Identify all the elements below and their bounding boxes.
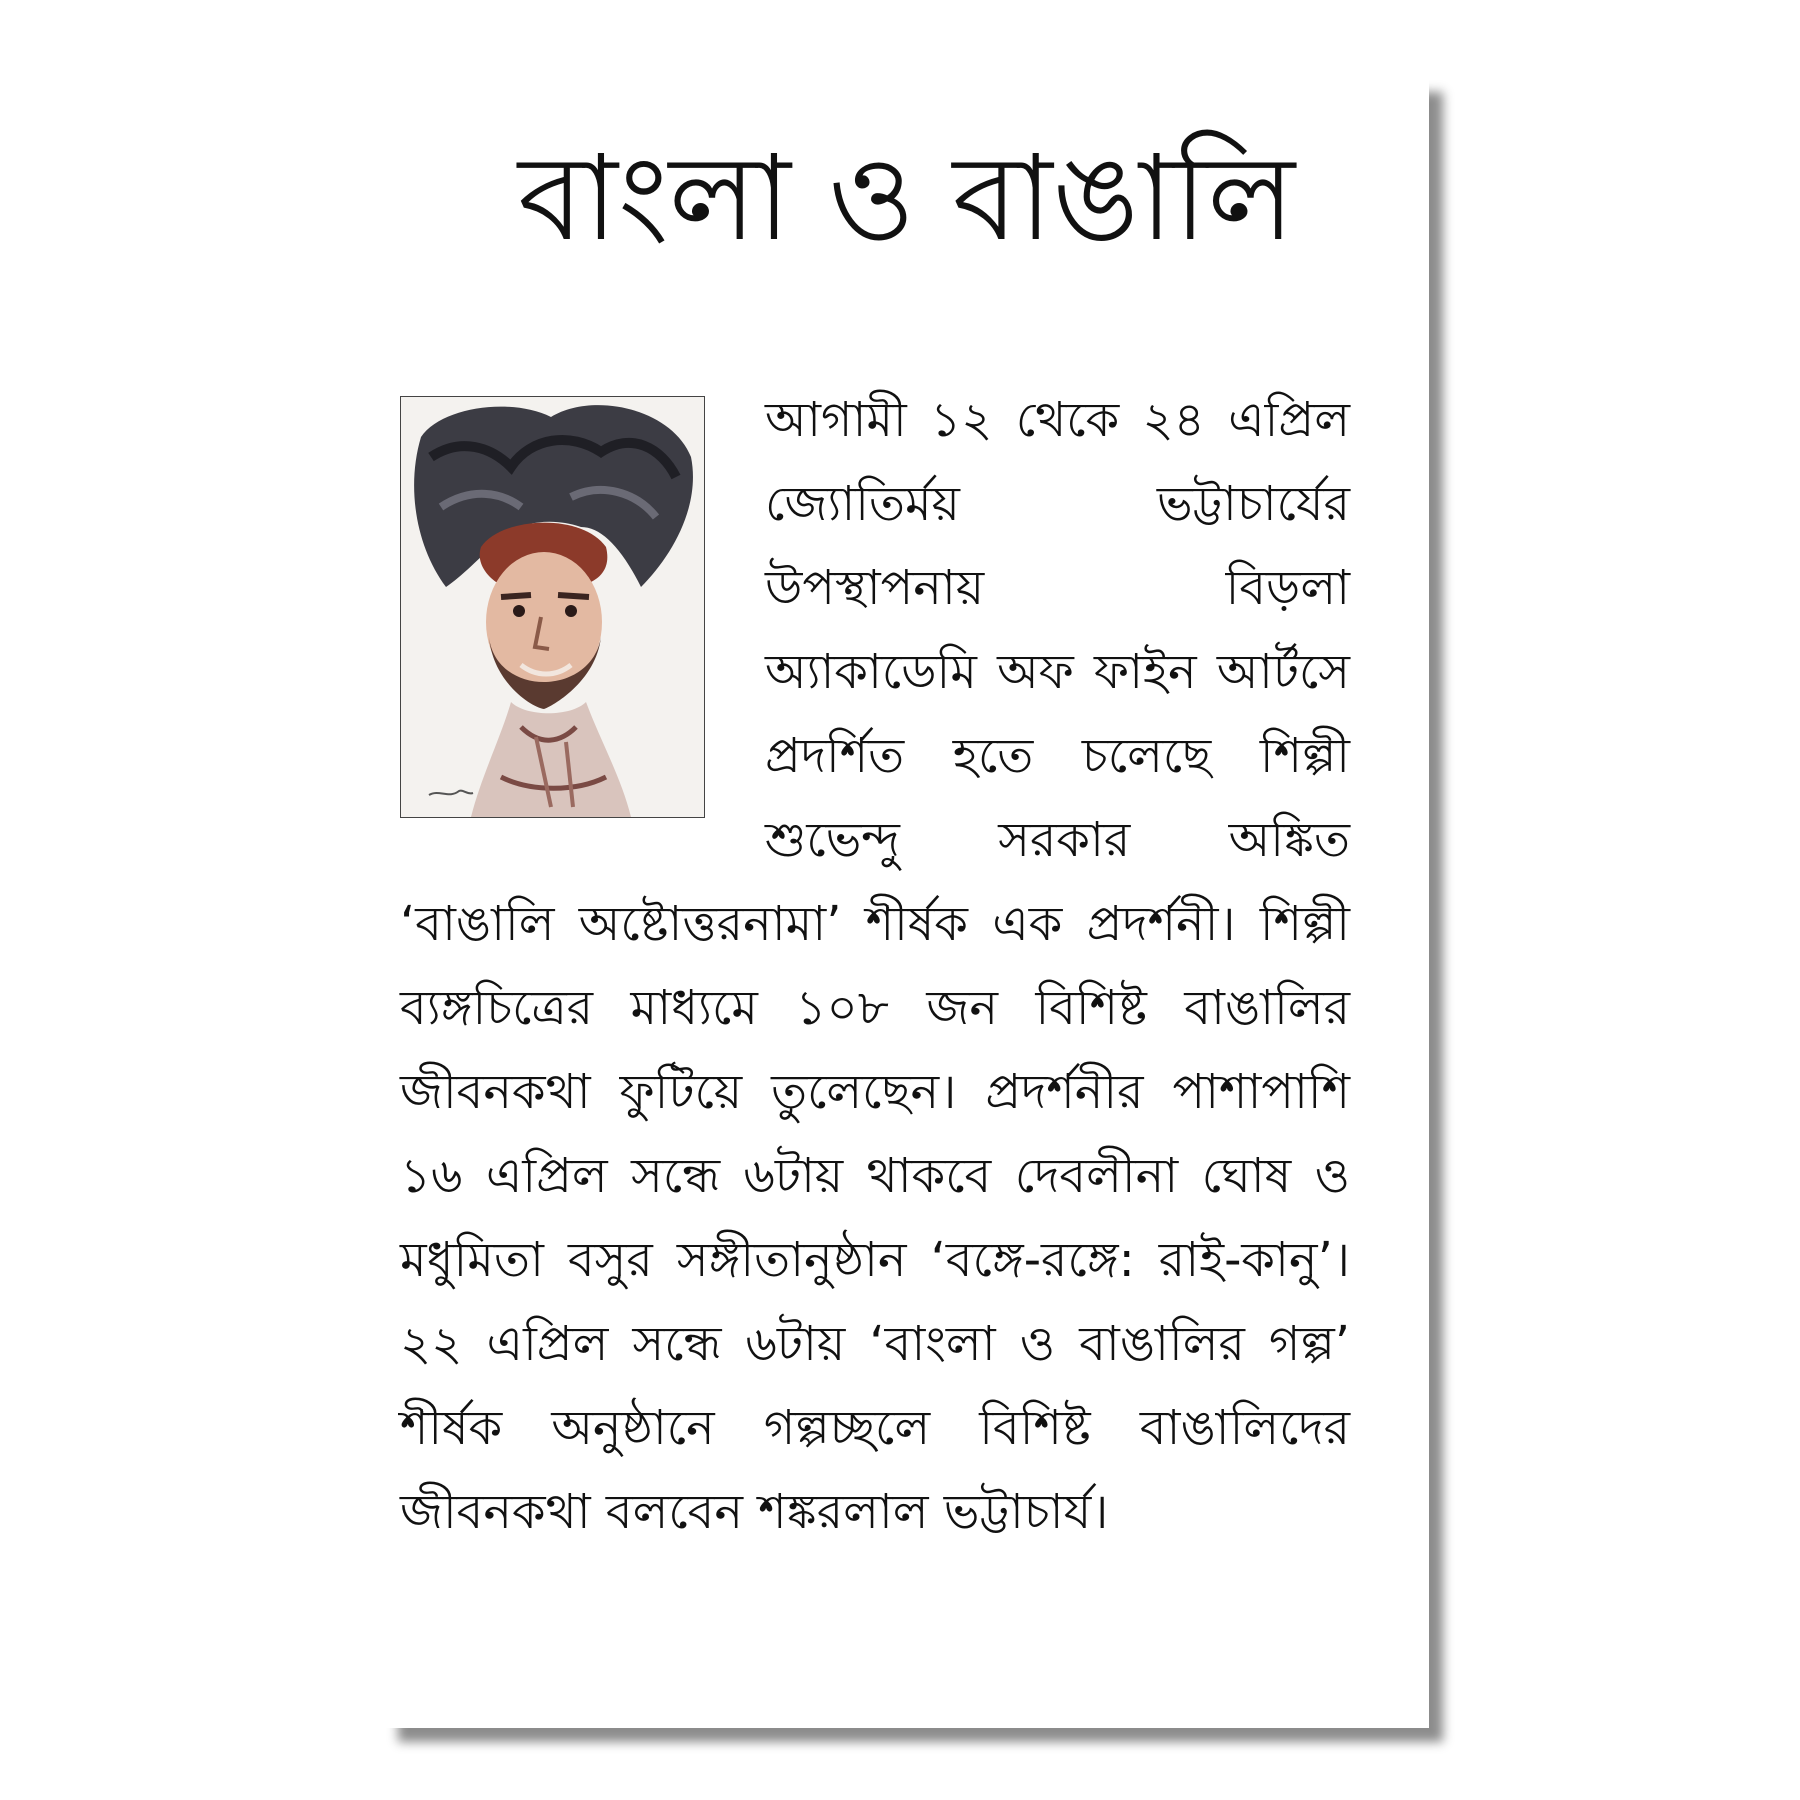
newspaper-clipping	[384, 78, 1429, 1728]
article-text: আগামী ১২ থেকে ২৪ এপ্রিল জ্যোতির্ময় ভট্টাচার্যের উপস্থাপনায় বিড়লা অ্যাকাডেমি অফ ফাইন আর্টসে প্রদর্শিত হতে চলেছে শিল্পী শুভেন্দু সরকার অঙ্কিত ‘বাঙালি অষ্টোত্তরনামা’ শীর্ষক এক প্রদর্শনী। শিল্পী ব্যঙ্গচিত্রের মাধ্যমে ১০৮ জন বিশিষ্ট বাঙালির জীবনকথা ফুটিয়ে তুলেছেন। প্রদর্শনীর পাশাপাশি ১৬ এপ্রিল সন্ধে ৬টায় থাকবে দেবলীনা ঘোষ ও মধুমিতা বসুর সঙ্গীতানুষ্ঠান ‘বঙ্গে-রঙ্গে: রাই-কানু’। ২২ এপ্রিল সন্ধে ৬টায় ‘বাংলা ও বাঙালির গল্প’ শীর্ষক অনুষ্ঠানে গল্পচ্ছলে বিশিষ্ট বাঙালিদের জীবনকথা বলবেন শঙ্করলাল ভট্টাচার্য।	[400, 392, 1350, 1540]
headline: বাংলা ও বাঙালি	[517, 129, 1296, 267]
article-body	[400, 378, 1350, 1554]
caricature-image	[400, 396, 705, 818]
caricature-drawing	[401, 397, 704, 817]
